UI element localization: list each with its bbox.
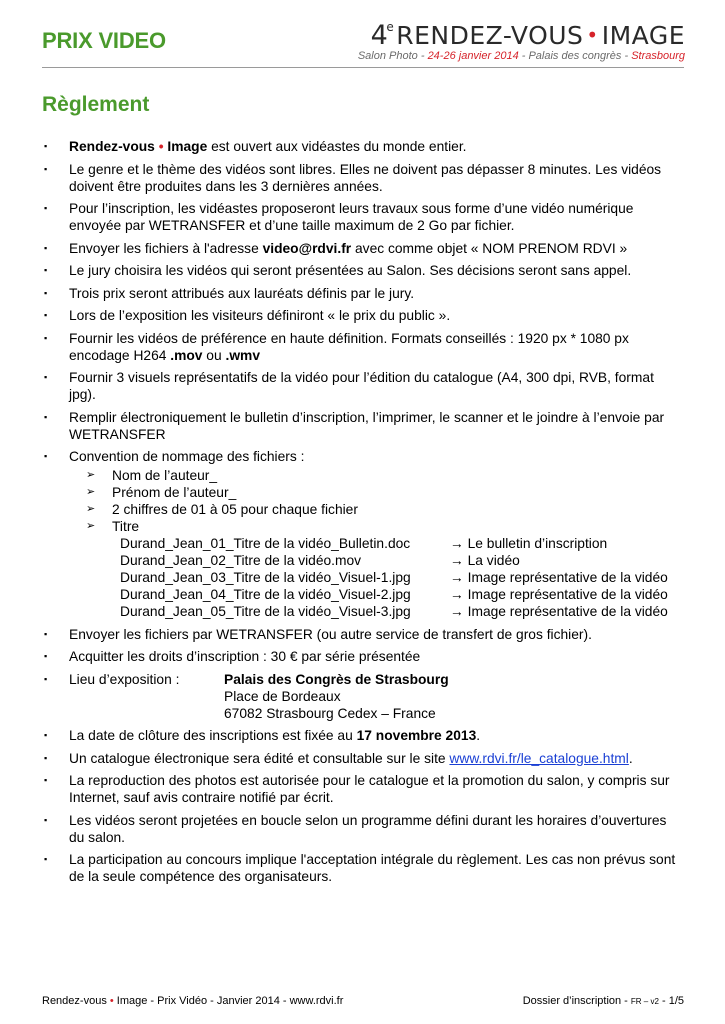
rule-item: ▪ Envoyer les fichiers par WETRANSFER (ou autre service de transfert de gros fichier). (44, 626, 592, 642)
file-name: Durand_Jean_05_Titre de la vidéo_Visuel-3.jpg (120, 604, 411, 619)
contact-email: video@rdvi.fr (262, 240, 352, 256)
arrow-icon: ➢ (86, 469, 96, 481)
naming-item: ➢ Prénom de l’auteur_ (86, 485, 237, 500)
rule-item: ▪ La participation au concours implique l'acceptation intégrale du règlement. Les cas non prévus sont de la seule compétence des organisateurs. (44, 852, 676, 884)
logo-wordmark: 4eRENDEZ-VOUS • IMAGE (370, 20, 685, 51)
bullet-icon: ▪ (44, 372, 48, 382)
rule-item: ▪ Fournir 3 visuels représentatifs de la vidéo pour l’édition du catalogue (A4, 300 dpi, RVB, format jpg). (44, 370, 654, 402)
rules-list (42, 138, 684, 891)
bullet-icon: ▪ (44, 775, 48, 785)
rule-item: ▪ Rendez-vous • Image est ouvert aux vidéastes du monde entier. (44, 139, 467, 154)
bullet-icon: ▪ (44, 628, 48, 639)
rule-item: ▪ Envoyer les fichiers à l'adresse video@rdvi.fr avec comme objet « NOM PRENOM RDVI » (44, 240, 628, 256)
file-example-row (120, 569, 668, 586)
arrow-icon: ➢ (86, 486, 96, 498)
bullet-icon: ▪ (44, 673, 48, 684)
bullet-icon: ▪ (44, 163, 48, 174)
bullet-icon: ▪ (44, 265, 48, 275)
footer-page-info: Dossier d’inscription - FR – v2 - 1/5 (522, 995, 684, 1007)
bullet-icon: ▪ (44, 451, 48, 461)
bullet-icon: ▪ (44, 730, 48, 740)
rule-item: ▪ Acquitter les droits d’inscription : 30 € par série présentée (44, 649, 421, 664)
naming-item: ➢ Titre (86, 519, 140, 534)
bullet-icon: ▪ (44, 411, 48, 422)
bullet-icon: ▪ (44, 203, 48, 213)
rule-item: ▪ Un catalogue électronique sera édité et consultable sur le site www.rdvi.fr/le_catalogue.html. (44, 750, 633, 766)
rule-item: ▪ Le genre et le thème des vidéos sont libres. Elles ne doivent pas dépasser 8 minutes. Les vidéos doivent être produites dans les 3 dernières années. (44, 161, 662, 194)
file-example-row (120, 552, 668, 569)
bullet-icon: ▪ (44, 651, 48, 661)
venue-address (224, 671, 449, 722)
file-name: Durand_Jean_02_Titre de la vidéo.mov (120, 553, 362, 568)
file-example-row (120, 586, 668, 603)
venue-street: Place de Bordeaux (224, 688, 341, 704)
event-logo (358, 14, 685, 62)
logo-subtitle: Salon Photo - 24-26 janvier 2014 - Palais des congrès - Strasbourg (357, 50, 685, 62)
venue-label: Lieu d’exposition : (69, 671, 180, 687)
arrow-icon: ➢ (86, 520, 96, 532)
bullet-icon: ▪ (44, 752, 48, 763)
rule-item: ▪ La date de clôture des inscriptions est fixée au 17 novembre 2013. (44, 728, 481, 743)
arrow-icon: ➢ (86, 503, 96, 515)
rule-item: ▪ La reproduction des photos est autorisée pour le catalogue et la promotion du salon, y compris sur Internet, sauf avis contraire notifié par écrit. (44, 773, 670, 805)
rule-item-naming: ▪ Convention de nommage des fichiers : ➢ Nom de l’auteur_ ➢ Prénom de l’auteur_ ➢ 2 chiffres de 01 à 05 pour chaque fichier ➢ Titre Durand_Jean_01_Titre de la vidéo_Bulletin.doc → Le bulletin d’inscription Durand_Jean_02_Titre de la vidéo.mov → La vidéo Durand_Jean_03_Titre de la vidéo_Visuel-1.jpg → Image représentative de la vidéo Durand_Jean_04_Titre de la vidéo_Visuel-2.jpg → Image représentative de la vidéo Durand_Jean_05_Titre de la vidéo_Visuel-3.jpg → Image représentative de la vidéo (42, 448, 684, 620)
file-description: → La vidéo (450, 553, 520, 568)
file-name: Durand_Jean_03_Titre de la vidéo_Visuel-1.jpg (120, 570, 411, 585)
bullet-icon: ▪ (44, 242, 48, 253)
rule-item: ▪ Remplir électroniquement le bulletin d’inscription, l’imprimer, le scanner et le joindre à l’envoie par WETRANSFER (44, 409, 665, 442)
naming-item: ➢ 2 chiffres de 01 à 05 pour chaque fichier (86, 502, 358, 517)
naming-list (69, 467, 684, 535)
bullet-icon: ▪ (44, 854, 48, 864)
file-description: → Image représentative de la vidéo (450, 604, 668, 619)
file-name: Durand_Jean_01_Titre de la vidéo_Bulletin.doc (120, 536, 411, 551)
file-example-row (120, 603, 668, 620)
bullet-icon: ▪ (44, 310, 48, 320)
rule-item: ▪ Les vidéos seront projetées en boucle selon un programme défini durant les horaires d’ouvertures du salon. (44, 812, 667, 845)
rule-item: ▪ Le jury choisira les vidéos qui seront présentées au Salon. Ses décisions seront sans appel. (44, 263, 632, 278)
rule-item: ▪ Lors de l’exposition les visiteurs définiront « le prix du public ». (44, 308, 451, 323)
bullet-icon: ▪ (44, 332, 48, 343)
venue-city: 67082 Strasbourg Cedex – France (224, 705, 436, 721)
file-description: → Le bulletin d’inscription (450, 536, 608, 551)
page-header (0, 0, 725, 75)
rule-item: ▪ Fournir les vidéos de préférence en haute définition. Formats conseillés : 1920 px * 1080 px encodage H264 .mov ou .wmv (44, 330, 629, 363)
catalogue-link[interactable]: www.rdvi.fr/le_catalogue.html (449, 750, 629, 766)
file-example-row (120, 535, 668, 552)
bullet-icon: ▪ (44, 814, 48, 825)
section-title: PRIX VIDEO (42, 28, 166, 53)
file-description: → Image représentative de la vidéo (450, 587, 668, 602)
rule-item: ▪ Trois prix seront attribués aux lauréats définis par le jury. (44, 285, 415, 301)
file-name: Durand_Jean_04_Titre de la vidéo_Visuel-2.jpg (120, 587, 411, 602)
rule-item: ▪ Pour l’inscription, les vidéastes proposeront leurs travaux sous forme d’une vidéo numérique envoyée par WETRANSFER et d’une taille maximum de 2 Go par fichier. (44, 201, 634, 233)
header-divider (42, 67, 684, 68)
file-description: → Image représentative de la vidéo (450, 570, 668, 585)
venue-block (69, 671, 684, 722)
rule-item-venue (42, 671, 684, 722)
footer-left: Rendez-vous • Image - Prix Vidéo - Janvier 2014 - www.rdvi.fr (42, 995, 344, 1007)
venue-name: Palais des Congrès de Strasbourg (224, 671, 449, 687)
bullet-icon: ▪ (44, 141, 48, 151)
file-examples-table (120, 535, 668, 620)
page-title: Règlement (42, 93, 150, 116)
naming-item: ➢ Nom de l’auteur_ (86, 468, 218, 483)
deadline-date: 17 novembre 2013 (356, 728, 477, 743)
bullet-icon: ▪ (44, 287, 48, 298)
